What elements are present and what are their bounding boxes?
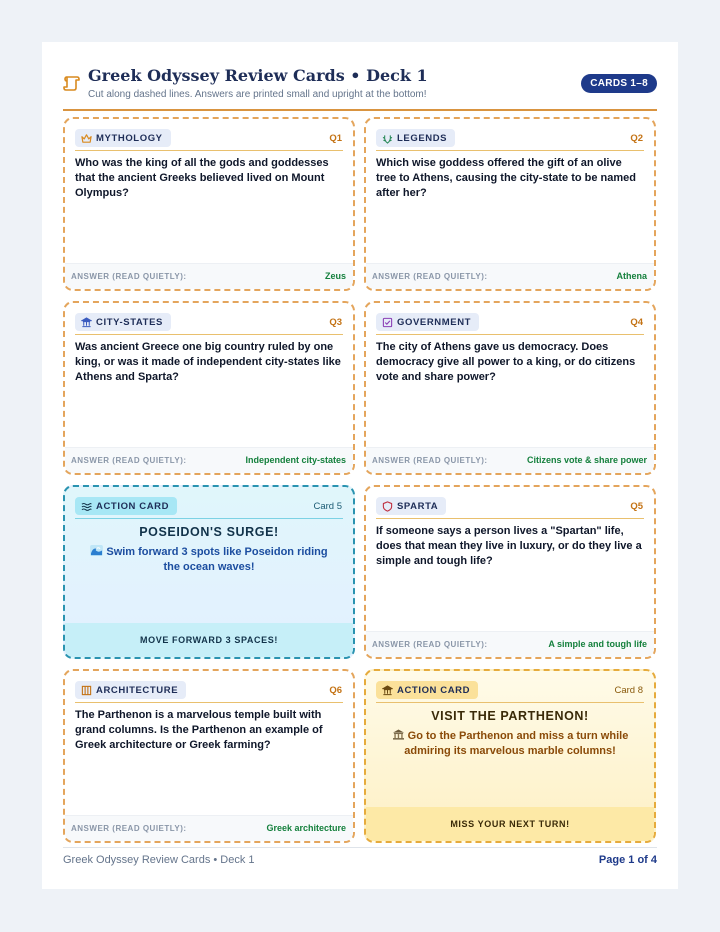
category-label: CITY-STATES xyxy=(96,316,163,328)
category-label: MYTHOLOGY xyxy=(96,132,163,144)
card-divider xyxy=(376,334,644,335)
action-headline: VISIT THE PARTHENON! xyxy=(431,709,589,723)
worksheet-page xyxy=(42,42,678,889)
waves-icon xyxy=(81,501,92,512)
answer-bar xyxy=(366,263,654,289)
question-card xyxy=(364,485,656,659)
card-divider xyxy=(376,702,644,703)
answer-label: ANSWER (READ QUIETLY): xyxy=(71,824,187,833)
cards-range-badge: CARDS 1–8 xyxy=(581,74,657,93)
temple-icon xyxy=(392,729,405,740)
answer-label: ANSWER (READ QUIETLY): xyxy=(372,640,488,649)
scroll-icon xyxy=(63,74,81,92)
card-divider xyxy=(75,334,343,335)
question-card xyxy=(63,669,355,843)
ballot-icon xyxy=(382,317,393,328)
answer-bar xyxy=(366,631,654,657)
shield-icon xyxy=(382,501,393,512)
category-label: ACTION CARD xyxy=(397,684,471,696)
question-card xyxy=(364,117,656,291)
category-tag xyxy=(75,313,171,331)
answer-bar xyxy=(65,815,353,841)
wave-icon xyxy=(90,545,103,556)
question-number: Q6 xyxy=(329,685,342,696)
question-number: Q1 xyxy=(329,133,342,144)
question-card xyxy=(63,117,355,291)
action-instruction: MISS YOUR NEXT TURN! xyxy=(366,807,654,841)
header-divider xyxy=(63,109,657,111)
category-label: GOVERNMENT xyxy=(397,316,472,328)
answer-label: ANSWER (READ QUIETLY): xyxy=(372,272,488,281)
page-subtitle: Cut along dashed lines. Answers are printed small and upright at the bottom! xyxy=(88,89,427,100)
question-number: Q4 xyxy=(630,317,643,328)
category-label: ARCHITECTURE xyxy=(96,684,179,696)
answer-text: A simple and tough life xyxy=(548,639,647,649)
category-label: SPARTA xyxy=(397,500,439,512)
temple-icon xyxy=(382,685,393,696)
answer-label: ANSWER (READ QUIETLY): xyxy=(71,272,187,281)
temple-icon xyxy=(81,317,92,328)
card-divider xyxy=(75,702,343,703)
question-card xyxy=(364,301,656,475)
answer-text: Citizens vote & share power xyxy=(526,455,647,465)
action-body-text: Go to the Parthenon and miss a turn while admiring its marvelous marble columns! xyxy=(404,730,629,757)
columns-icon xyxy=(81,685,92,696)
answer-text: Athena xyxy=(616,271,647,281)
question-text: Was ancient Greece one big country ruled by one king, or was it made of independent city-states like Athens and Sparta? xyxy=(75,341,341,383)
answer-label: ANSWER (READ QUIETLY): xyxy=(71,456,187,465)
category-tag xyxy=(75,681,186,699)
page-header xyxy=(63,66,657,110)
card-number: Card 5 xyxy=(313,501,342,512)
footer-deck-title: Greek Odyssey Review Cards • Deck 1 xyxy=(63,854,255,866)
category-tag xyxy=(376,681,478,699)
question-card xyxy=(63,301,355,475)
answer-bar xyxy=(65,263,353,289)
action-card xyxy=(364,669,656,843)
card-divider xyxy=(75,518,343,519)
question-number: Q2 xyxy=(630,133,643,144)
answer-text: Independent city-states xyxy=(245,455,346,465)
answer-text: Zeus xyxy=(324,271,346,281)
card-divider xyxy=(376,150,644,151)
question-text: Who was the king of all the gods and goddesses that the ancient Greeks believed lived on Mount Olympus? xyxy=(75,157,329,199)
page-title: Greek Odyssey Review Cards • Deck 1 xyxy=(88,66,428,85)
category-tag xyxy=(376,497,446,515)
crown-icon xyxy=(81,133,92,144)
page-number: Page 1 of 4 xyxy=(598,854,657,866)
category-tag xyxy=(75,129,171,147)
question-text: Which wise goddess offered the gift of an olive tree to Athens, causing the city-state to be named after her? xyxy=(376,157,636,199)
question-text: If someone says a person lives a "Spartan" life, does that mean they live in luxury, or do they live a simple and tough life? xyxy=(376,525,642,567)
action-headline: POSEIDON'S SURGE! xyxy=(139,525,279,539)
answer-text: Greek architecture xyxy=(266,823,346,833)
answer-bar xyxy=(65,447,353,473)
card-divider xyxy=(75,150,343,151)
category-tag xyxy=(75,497,177,515)
category-label: ACTION CARD xyxy=(96,500,170,512)
action-body xyxy=(382,729,638,759)
action-card xyxy=(63,485,355,659)
question-number: Q3 xyxy=(329,317,342,328)
action-instruction: MOVE FORWARD 3 SPACES! xyxy=(65,623,353,657)
category-label: LEGENDS xyxy=(397,132,448,144)
answer-label: ANSWER (READ QUIETLY): xyxy=(372,456,488,465)
action-body-text: Swim forward 3 spots like Poseidon riding the ocean waves! xyxy=(106,546,328,573)
question-text: The Parthenon is a marvelous temple built with grand columns. Is the Parthenon an example of Greek architecture or Greek farming? xyxy=(75,709,323,751)
answer-bar xyxy=(366,447,654,473)
action-body xyxy=(81,545,337,575)
category-tag xyxy=(376,313,479,331)
card-number: Card 8 xyxy=(614,685,643,696)
category-tag xyxy=(376,129,455,147)
card-divider xyxy=(376,518,644,519)
question-number: Q5 xyxy=(630,501,643,512)
footer-divider xyxy=(63,847,657,848)
question-text: The city of Athens gave us democracy. Does democracy give all power to a king, or do citizens vote and share power? xyxy=(376,341,636,383)
laurel-icon xyxy=(382,133,393,144)
